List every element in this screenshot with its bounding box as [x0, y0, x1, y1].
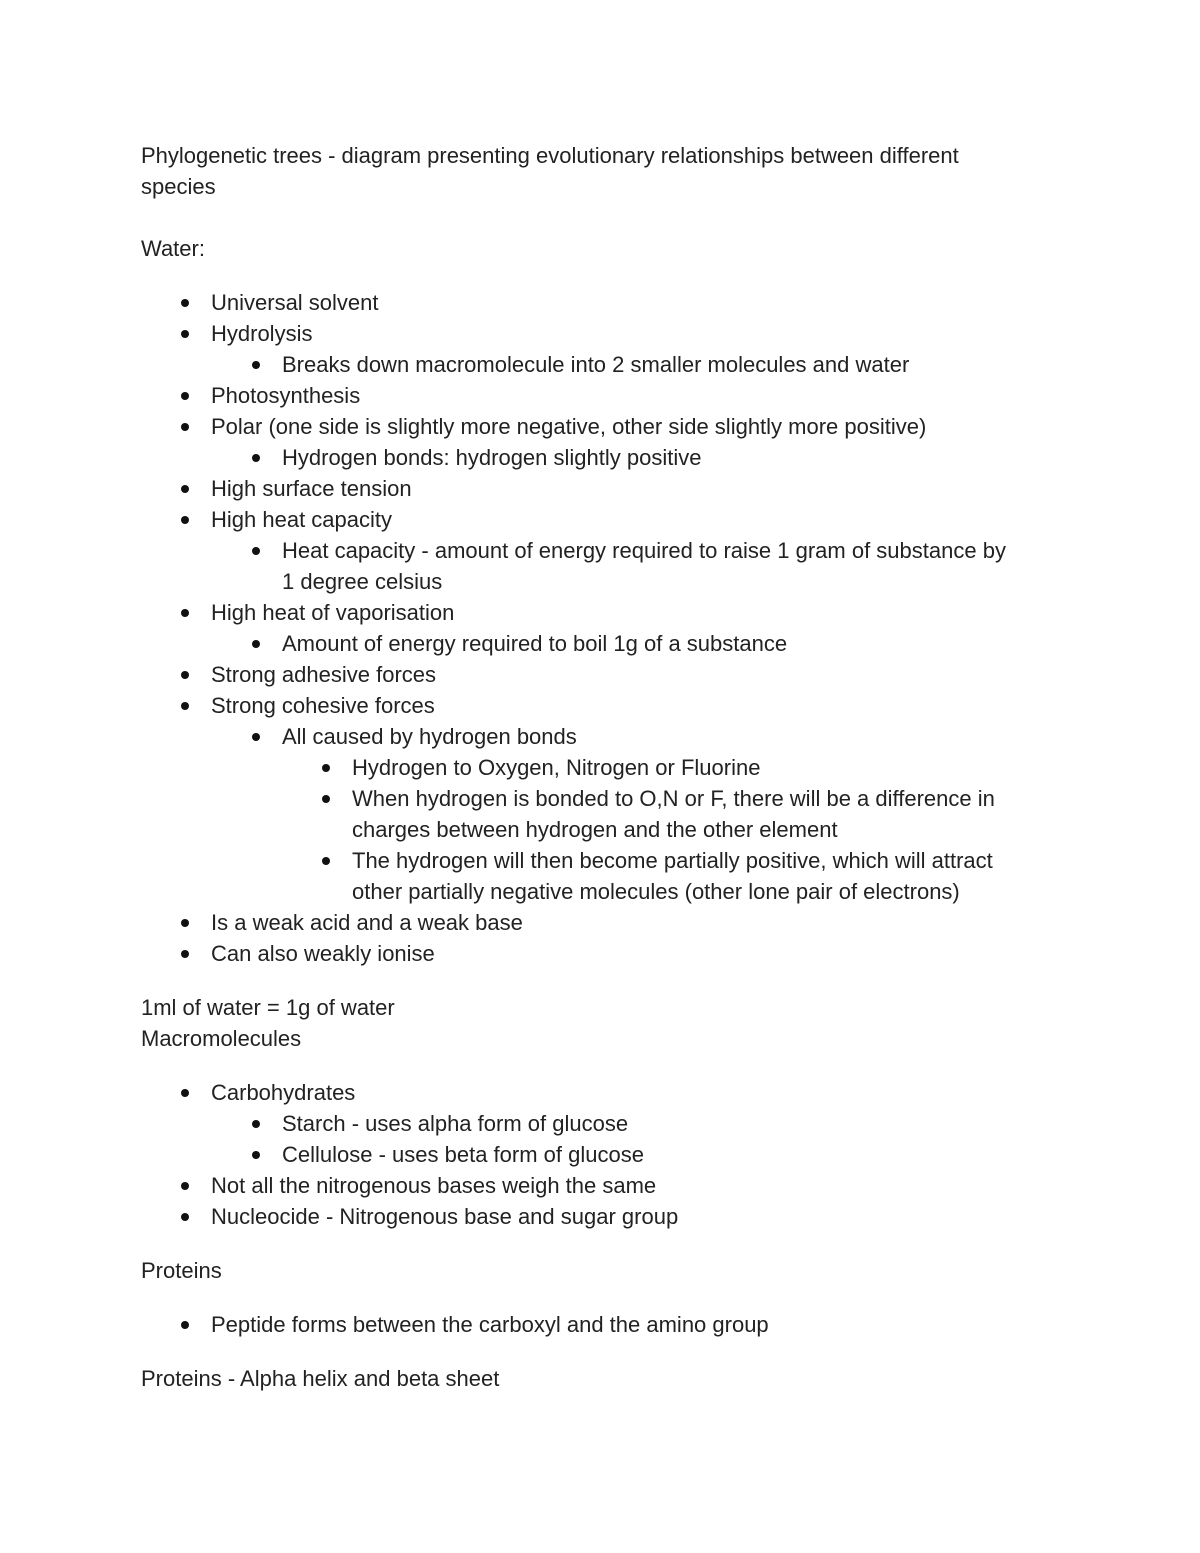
list-item: When hydrogen is bonded to O,N or F, there will be a difference in charges between hydrogen and the other element — [141, 783, 1081, 845]
bullet-icon — [181, 702, 189, 710]
bullet-icon — [181, 1213, 189, 1221]
macromolecules-heading: Macromolecules — [141, 1026, 302, 1051]
bullet-icon — [322, 857, 330, 865]
list-item: Breaks down macromolecule into 2 smaller molecules and water — [141, 349, 1081, 380]
list-item: High heat capacity — [141, 504, 1081, 535]
list-item: Nucleocide - Nitrogenous base and sugar group — [141, 1201, 1081, 1232]
bullet-icon — [252, 361, 260, 369]
proteins-heading: Proteins — [141, 1258, 222, 1283]
list-item: The hydrogen will then become partially positive, which will attract other partially negative molecules (other lone pair of electrons) — [141, 845, 1081, 907]
water-note: 1ml of water = 1g of water — [141, 995, 395, 1020]
list-item: Hydrolysis — [141, 318, 1081, 349]
bullet-icon — [181, 299, 189, 307]
macromolecules-list — [141, 1077, 1081, 1232]
list-item: All caused by hydrogen bonds — [141, 721, 1081, 752]
bullet-icon — [181, 919, 189, 927]
list-item: Can also weakly ionise — [141, 938, 1081, 969]
list-item: Is a weak acid and a weak base — [141, 907, 1081, 938]
bullet-icon — [181, 950, 189, 958]
bullet-icon — [181, 1321, 189, 1329]
document-body — [141, 140, 1081, 1394]
water-heading: Water: — [141, 236, 205, 261]
list-item: Photosynthesis — [141, 380, 1081, 411]
bullet-icon — [322, 795, 330, 803]
list-item: Cellulose - uses beta form of glucose — [141, 1139, 1081, 1170]
bullet-icon — [181, 1182, 189, 1190]
water-list — [141, 287, 1081, 969]
list-item: Amount of energy required to boil 1g of a substance — [141, 628, 1081, 659]
bullet-icon — [252, 1120, 260, 1128]
proteins-list — [141, 1309, 1081, 1340]
intro-line-2: species — [141, 174, 216, 199]
bullet-icon — [181, 485, 189, 493]
list-item: Carbohydrates — [141, 1077, 1081, 1108]
list-item: Not all the nitrogenous bases weigh the same — [141, 1170, 1081, 1201]
list-item: High surface tension — [141, 473, 1081, 504]
list-item: Universal solvent — [141, 287, 1081, 318]
bullet-icon — [181, 330, 189, 338]
list-item: Heat capacity - amount of energy required to raise 1 gram of substance by 1 degree celsius — [141, 535, 1081, 597]
list-item: High heat of vaporisation — [141, 597, 1081, 628]
bullet-icon — [181, 671, 189, 679]
bullet-icon — [322, 764, 330, 772]
list-item: Strong cohesive forces — [141, 690, 1081, 721]
bullet-icon — [181, 609, 189, 617]
bullet-icon — [181, 1089, 189, 1097]
list-item: Hydrogen to Oxygen, Nitrogen or Fluorine — [141, 752, 1081, 783]
list-item: Hydrogen bonds: hydrogen slightly positive — [141, 442, 1081, 473]
bullet-icon — [252, 640, 260, 648]
bullet-icon — [252, 1151, 260, 1159]
bullet-icon — [252, 733, 260, 741]
list-item: Strong adhesive forces — [141, 659, 1081, 690]
bullet-icon — [181, 516, 189, 524]
list-item: Polar (one side is slightly more negative, other side slightly more positive) — [141, 411, 1081, 442]
list-item: Peptide forms between the carboxyl and the amino group — [141, 1309, 1081, 1340]
intro-line-1: Phylogenetic trees - diagram presenting evolutionary relationships between different — [141, 143, 959, 168]
proteins-structure: Proteins - Alpha helix and beta sheet — [141, 1366, 500, 1391]
bullet-icon — [252, 547, 260, 555]
list-item: Starch - uses alpha form of glucose — [141, 1108, 1081, 1139]
bullet-icon — [181, 423, 189, 431]
bullet-icon — [181, 392, 189, 400]
bullet-icon — [252, 454, 260, 462]
